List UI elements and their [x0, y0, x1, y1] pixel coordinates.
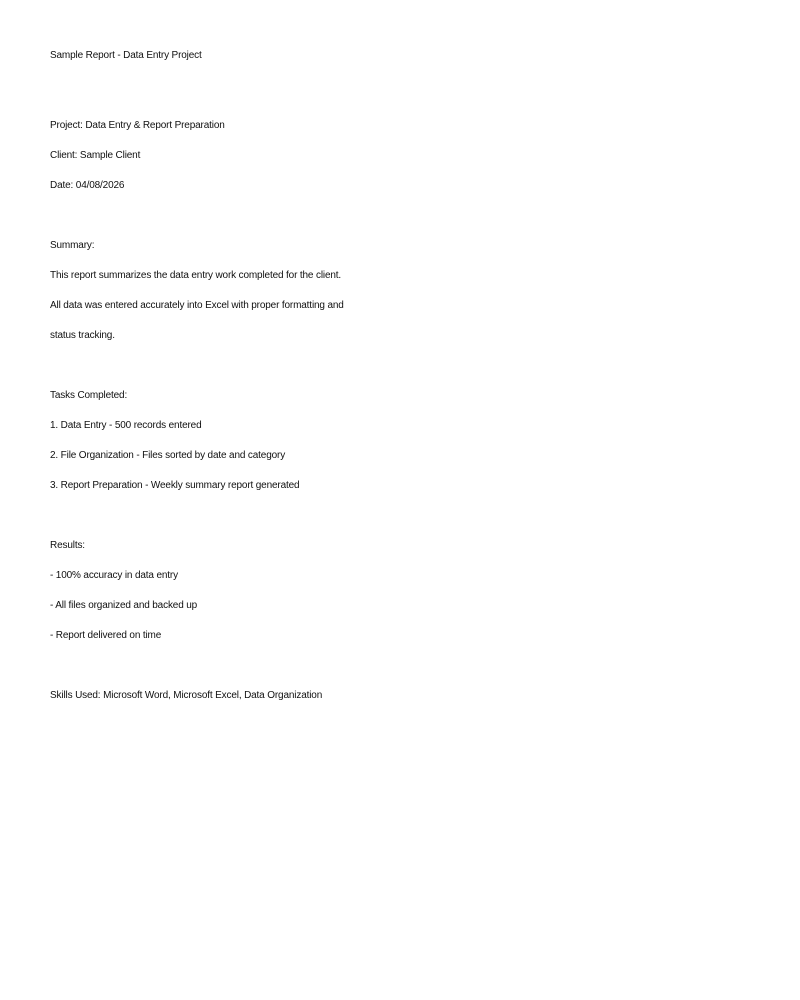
result-item: - Report delivered on time — [50, 630, 162, 641]
summary-line: This report summarizes the data entry work completed for the client. — [50, 270, 342, 281]
result-item: - All files organized and backed up — [50, 600, 198, 611]
result-item: - 100% accuracy in data entry — [50, 570, 178, 581]
summary-line: status tracking. — [50, 330, 115, 341]
task-item: 3. Report Preparation - Weekly summary report generated — [50, 480, 300, 491]
date-line: Date: 04/08/2026 — [50, 180, 125, 191]
tasks-heading: Tasks Completed: — [50, 390, 128, 401]
results-heading: Results: — [50, 540, 85, 551]
document-title: Sample Report - Data Entry Project — [50, 50, 202, 61]
skills-line: Skills Used: Microsoft Word, Microsoft Excel, Data Organization — [50, 690, 323, 701]
summary-line: All data was entered accurately into Excel with proper formatting and — [50, 300, 344, 311]
project-line: Project: Data Entry & Report Preparation — [50, 120, 225, 131]
task-item: 1. Data Entry - 500 records entered — [50, 420, 202, 431]
client-line: Client: Sample Client — [50, 150, 141, 161]
summary-heading: Summary: — [50, 240, 95, 251]
task-item: 2. File Organization - Files sorted by date and category — [50, 450, 286, 461]
